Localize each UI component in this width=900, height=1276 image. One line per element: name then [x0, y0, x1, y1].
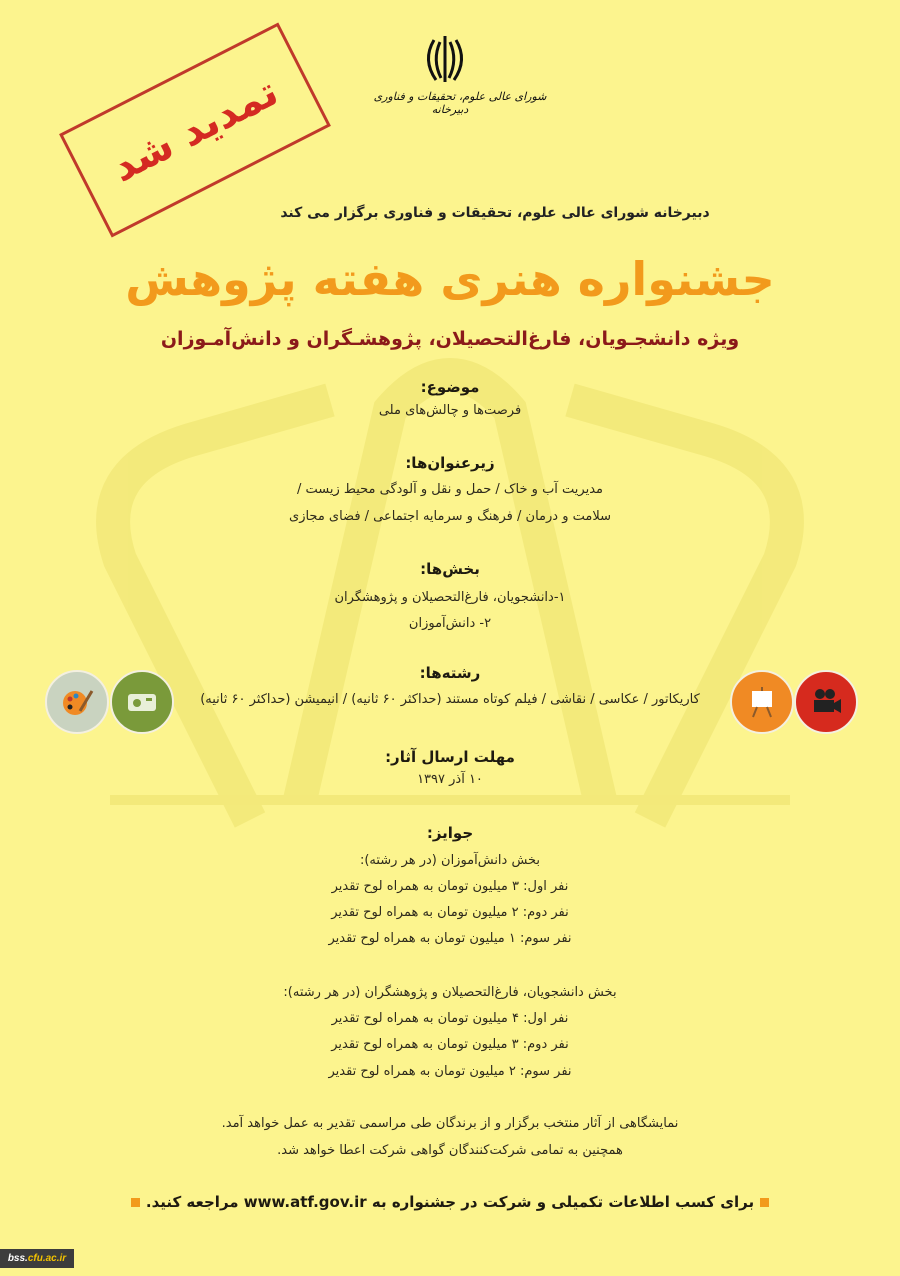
camera-icon: [110, 670, 174, 734]
prize-line: نفر دوم: ۲ میلیون تومان به همراه لوح تقدیر: [331, 905, 569, 920]
stamp-text: تمدید شد: [104, 68, 286, 192]
prize-line: نفر سوم: ۲ میلیون تومان به همراه لوح تقدیر: [328, 1064, 572, 1079]
footer-info: [0, 1193, 900, 1211]
footer-text: برای کسب اطلاعات تکمیلی و شرکت در جشنواره به www.atf.gov.ir مراجعه کنید.: [145, 1193, 755, 1211]
prize-line: نفر اول: ۳ میلیون تومان به همراه لوح تقدیر: [331, 879, 569, 894]
emblem-icon: [420, 32, 470, 87]
film-camera-icon: [794, 670, 858, 734]
deadline-value: ۱۰ آذر ۱۳۹۷: [417, 772, 483, 787]
festival-title: جشنواره هنری هفته پژوهش: [125, 252, 775, 306]
note-line: نمایشگاهی از آثار منتخب برگزار و از برندگان طی مراسمی تقدیر به عمل خواهد آمد.: [221, 1116, 679, 1131]
note-line: همچنین به تمامی شرکت‌کنندگان گواهی شرکت اعطا خواهد شد.: [277, 1143, 623, 1158]
subtopic-line: مدیریت آب و خاک / حمل و نقل و آلودگی محیط زیست /: [296, 482, 604, 497]
badge-part2: cfu.ac.ir: [27, 1253, 67, 1264]
bullet-icon: [760, 1198, 769, 1207]
badge-part1: bss.: [7, 1253, 28, 1264]
section-line: ۲- دانش‌آموزان: [408, 616, 492, 631]
topic-label: موضوع:: [420, 378, 480, 396]
section-line: ۱-دانشجویان، فارغ‌التحصیلان و پژوهشگران: [334, 590, 566, 605]
bullet-icon: [131, 1198, 140, 1207]
prize-line: نفر اول: ۴ میلیون تومان به همراه لوح تقدیر: [331, 1011, 569, 1026]
organizer-line: دبیرخانه شورای عالی علوم، تحقیقات و فناوری برگزار می کند: [280, 205, 710, 221]
easel-icon: [730, 670, 794, 734]
prize-group-title: بخش دانشجویان، فارغ‌التحصیلان و پژوهشگران (در هر رشته):: [283, 985, 617, 1000]
sections-label: بخش‌ها:: [420, 560, 480, 578]
logo-text-line2: دبیرخانه: [431, 103, 469, 116]
audience-subtitle: ویژه دانشجـویان، فارغ‌التحصیلان، پژوهشـگران و دانش‌آمـوزان: [160, 328, 740, 350]
topic-value: فرصت‌ها و چالش‌های ملی: [378, 403, 522, 418]
subtopics-label: زیرعنوان‌ها:: [405, 454, 495, 472]
site-badge[interactable]: [0, 1249, 74, 1268]
prize-line: نفر سوم: ۱ میلیون تومان به همراه لوح تقدیر: [328, 931, 572, 946]
fields-label: رشته‌ها:: [419, 664, 481, 682]
palette-icon: [45, 670, 109, 734]
prize-group-title: بخش دانش‌آموزان (در هر رشته):: [359, 853, 541, 868]
prize-line: نفر دوم: ۳ میلیون تومان به همراه لوح تقدیر: [331, 1037, 569, 1052]
subtopic-line: سلامت و درمان / فرهنگ و سرمایه اجتماعی / فضای مجازی: [289, 509, 611, 524]
fields-value: کاریکاتور / عکاسی / نقاشی / فیلم کوتاه مستند (حداکثر ۶۰ ثانیه) / انیمیشن (حداکثر ۶۰ ثانیه): [200, 692, 700, 707]
prizes-label: جوایز:: [426, 824, 474, 842]
deadline-label: مهلت ارسال آثار:: [385, 748, 515, 766]
logo-text-line1: شورای عالی علوم، تحقیقات و فناوری: [373, 90, 547, 103]
